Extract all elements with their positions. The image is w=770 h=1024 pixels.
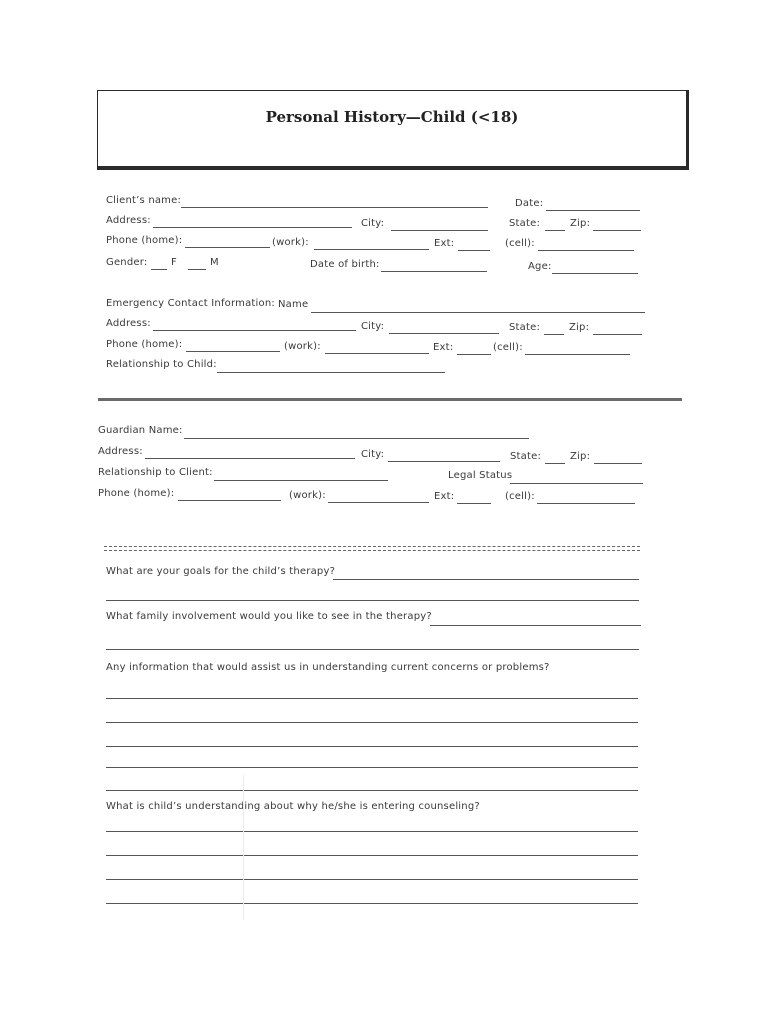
understanding-question: What is child’s understanding about why he/she is entering counseling? bbox=[106, 801, 480, 812]
emergency-name-field[interactable] bbox=[311, 312, 645, 313]
info-question: Any information that would assist us in understanding current concerns or problems? bbox=[106, 662, 550, 673]
emergency-address-field[interactable] bbox=[153, 330, 356, 331]
guardian-address-label: Address: bbox=[98, 446, 143, 457]
info-answer-line-5[interactable] bbox=[106, 790, 638, 791]
client-cell-label: (cell): bbox=[505, 238, 535, 249]
emergency-work-field[interactable] bbox=[325, 353, 429, 354]
age-field[interactable] bbox=[552, 273, 638, 274]
equals-separator bbox=[104, 546, 640, 551]
guardian-work-label: (work): bbox=[289, 490, 326, 501]
info-answer-line-1[interactable] bbox=[106, 698, 638, 699]
info-answer-line-4[interactable] bbox=[106, 767, 638, 768]
client-address-field[interactable] bbox=[153, 227, 352, 228]
emergency-address-label: Address: bbox=[106, 318, 151, 329]
emergency-relationship-field[interactable] bbox=[217, 372, 445, 373]
guardian-relationship-label: Relationship to Client: bbox=[98, 467, 213, 478]
client-work-label: (work): bbox=[272, 237, 309, 248]
age-label: Age: bbox=[528, 261, 552, 272]
gender-f-option: F bbox=[171, 257, 177, 268]
client-cell-field[interactable] bbox=[538, 250, 634, 251]
emergency-zip-label: Zip: bbox=[569, 322, 590, 333]
emergency-phone-home-label: Phone (home): bbox=[106, 339, 183, 350]
emergency-ext-field[interactable] bbox=[457, 354, 491, 355]
client-ext-field[interactable] bbox=[458, 250, 490, 251]
title-box bbox=[97, 90, 689, 170]
guardian-phone-home-label: Phone (home): bbox=[98, 488, 175, 499]
dob-field[interactable] bbox=[381, 271, 487, 272]
guardian-name-field[interactable] bbox=[184, 438, 529, 439]
gender-m-option: M bbox=[210, 257, 219, 268]
guardian-city-field[interactable] bbox=[388, 461, 500, 462]
guardian-ext-label: Ext: bbox=[434, 491, 455, 502]
emergency-name-label: Name bbox=[278, 299, 309, 310]
client-city-label: City: bbox=[361, 218, 385, 229]
form-title: Personal History—Child (<18) bbox=[265, 108, 519, 126]
emergency-cell-label: (cell): bbox=[493, 342, 523, 353]
goals-question: What are your goals for the child’s therapy? bbox=[106, 566, 336, 577]
goals-answer-line-2[interactable] bbox=[106, 600, 639, 601]
guardian-zip-label: Zip: bbox=[570, 451, 591, 462]
guardian-cell-label: (cell): bbox=[505, 491, 535, 502]
guardian-city-label: City: bbox=[361, 449, 385, 460]
family-question: What family involvement would you like to see in the therapy? bbox=[106, 611, 432, 622]
client-state-field[interactable] bbox=[545, 230, 565, 231]
family-answer-line-1[interactable] bbox=[430, 625, 641, 626]
info-answer-line-2[interactable] bbox=[106, 722, 638, 723]
guardian-ext-field[interactable] bbox=[457, 503, 491, 504]
emergency-phone-home-field[interactable] bbox=[186, 351, 280, 352]
emergency-cell-field[interactable] bbox=[525, 354, 630, 355]
dob-label: Date of birth: bbox=[310, 259, 380, 270]
client-name-field[interactable] bbox=[181, 207, 488, 208]
section-divider bbox=[98, 398, 682, 401]
legal-status-field[interactable] bbox=[510, 483, 643, 484]
guardian-cell-field[interactable] bbox=[537, 503, 635, 504]
guardian-zip-field[interactable] bbox=[594, 463, 642, 464]
emergency-city-field[interactable] bbox=[389, 333, 499, 334]
date-label: Date: bbox=[515, 198, 544, 209]
client-zip-field[interactable] bbox=[593, 230, 641, 231]
client-phone-home-label: Phone (home): bbox=[106, 235, 183, 246]
emergency-state-label: State: bbox=[509, 322, 541, 333]
family-answer-line-2[interactable] bbox=[106, 649, 639, 650]
understanding-answer-line-2[interactable] bbox=[106, 855, 638, 856]
guardian-name-label: Guardian Name: bbox=[98, 425, 183, 436]
understanding-answer-line-3[interactable] bbox=[106, 879, 638, 880]
client-state-label: State: bbox=[509, 218, 541, 229]
client-work-field[interactable] bbox=[314, 249, 429, 250]
guardian-state-label: State: bbox=[510, 451, 542, 462]
emergency-state-field[interactable] bbox=[544, 334, 564, 335]
gender-m-field[interactable] bbox=[188, 269, 206, 270]
client-address-label: Address: bbox=[106, 215, 151, 226]
client-ext-label: Ext: bbox=[434, 238, 455, 249]
emergency-zip-field[interactable] bbox=[593, 334, 642, 335]
client-name-label: Client’s name: bbox=[106, 195, 182, 206]
emergency-ext-label: Ext: bbox=[433, 342, 454, 353]
guardian-address-field[interactable] bbox=[145, 458, 355, 459]
emergency-heading: Emergency Contact Information: bbox=[106, 298, 275, 309]
gender-f-field[interactable] bbox=[151, 269, 167, 270]
client-phone-home-field[interactable] bbox=[185, 247, 270, 248]
legal-status-label: Legal Status bbox=[448, 470, 513, 481]
guardian-state-field[interactable] bbox=[545, 463, 565, 464]
scan-artifact bbox=[243, 775, 244, 920]
gender-label: Gender: bbox=[106, 257, 148, 268]
emergency-relationship-label: Relationship to Child: bbox=[106, 359, 217, 370]
date-field[interactable] bbox=[546, 210, 640, 211]
understanding-answer-line-4[interactable] bbox=[106, 903, 638, 904]
understanding-answer-line-1[interactable] bbox=[106, 831, 638, 832]
guardian-phone-home-field[interactable] bbox=[178, 500, 281, 501]
guardian-relationship-field[interactable] bbox=[214, 480, 388, 481]
client-city-field[interactable] bbox=[391, 230, 488, 231]
guardian-work-field[interactable] bbox=[328, 502, 429, 503]
goals-answer-line-1[interactable] bbox=[333, 579, 639, 580]
client-zip-label: Zip: bbox=[570, 218, 591, 229]
info-answer-line-3[interactable] bbox=[106, 746, 638, 747]
emergency-city-label: City: bbox=[361, 321, 385, 332]
emergency-work-label: (work): bbox=[284, 341, 321, 352]
